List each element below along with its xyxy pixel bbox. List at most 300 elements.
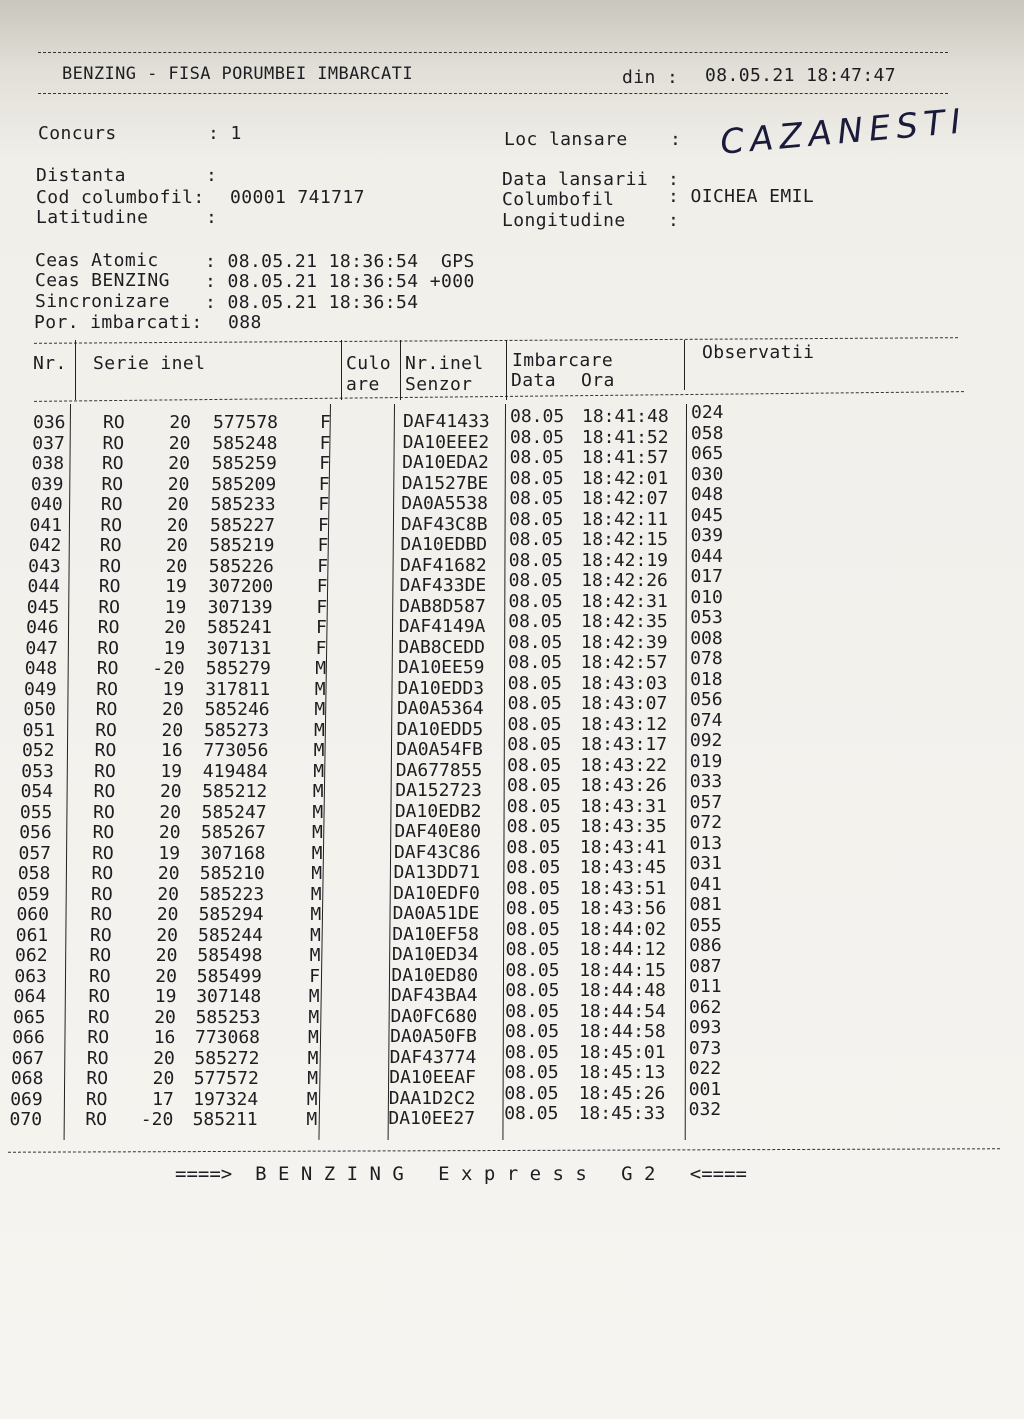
row-sex: M xyxy=(306,1088,318,1110)
col-imbarcare-header: Imbarcare xyxy=(512,350,614,371)
row-sex: M xyxy=(310,924,321,946)
row-sex: M xyxy=(311,863,323,884)
row-sex: M xyxy=(313,740,325,761)
row-date: 08.05 xyxy=(509,467,564,489)
row-year: 19 xyxy=(164,596,187,618)
row-ring: 197324 xyxy=(193,1088,259,1110)
row-nr: 063 xyxy=(14,965,47,987)
row-country: RO xyxy=(91,883,113,905)
row-year: 20 xyxy=(161,719,184,741)
row-time: 18:42:39 xyxy=(580,631,668,653)
row-obs: 010 xyxy=(690,586,723,608)
row-year: 20 xyxy=(162,699,184,720)
row-year: 19 xyxy=(165,576,187,597)
row-ring: 585244 xyxy=(198,924,264,946)
row-sex: F xyxy=(318,473,330,495)
row-year: 20 xyxy=(165,555,188,577)
row-date: 08.05 xyxy=(504,1103,559,1124)
row-ring: 585279 xyxy=(205,658,271,679)
row-time: 18:41:48 xyxy=(582,406,669,427)
row-country: RO xyxy=(95,719,117,741)
row-time: 18:43:17 xyxy=(580,734,668,755)
col-nrinel-header: Nr.inel xyxy=(405,353,484,374)
row-country: RO xyxy=(94,740,117,761)
row-date: 08.05 xyxy=(505,898,561,919)
row-country: RO xyxy=(91,863,114,884)
row-country: RO xyxy=(88,986,111,1007)
row-year: 19 xyxy=(154,986,177,1007)
row-obs: 086 xyxy=(689,935,722,956)
col-observatii-header: Observatii xyxy=(702,342,815,363)
columbofil-label: Columbofil xyxy=(502,189,615,210)
row-obs: 045 xyxy=(690,504,724,526)
loc-lansare-label: Loc lansare xyxy=(504,129,628,150)
row-nr: 069 xyxy=(10,1088,43,1110)
row-nr: 048 xyxy=(24,658,58,679)
row-nr: 054 xyxy=(20,781,54,802)
row-ring: 585294 xyxy=(198,904,264,925)
row-sensor: DA10EDD5 xyxy=(396,718,484,740)
row-nr: 053 xyxy=(21,760,54,782)
row-ring: 585273 xyxy=(204,719,270,741)
row-ring: 317811 xyxy=(205,678,271,700)
row-year: 20 xyxy=(166,514,189,536)
ceas-benzing-label: Ceas BENZING xyxy=(35,270,170,291)
row-obs: 013 xyxy=(689,832,723,854)
row-sex: F xyxy=(320,412,331,433)
sincronizare-label: Sincronizare xyxy=(35,291,170,312)
row-date: 08.05 xyxy=(508,590,563,612)
row-time: 18:44:12 xyxy=(579,939,667,960)
ceas-atomic-value: : 08.05.21 18:36:54 GPS xyxy=(205,251,475,272)
row-obs: 093 xyxy=(688,1017,722,1038)
row-date: 08.05 xyxy=(509,426,565,448)
loc-lansare-sep: : xyxy=(670,129,682,150)
row-time: 18:44:48 xyxy=(579,980,666,1001)
row-sex: M xyxy=(310,904,322,925)
row-time: 18:42:01 xyxy=(581,467,669,489)
row-date: 08.05 xyxy=(505,959,560,981)
row-time: 18:43:22 xyxy=(580,754,667,776)
data-lansarii-label: Data lansarii xyxy=(502,169,649,190)
row-obs: 032 xyxy=(688,1099,722,1120)
row-time: 18:43:56 xyxy=(579,898,667,919)
row-time: 18:43:35 xyxy=(580,816,667,837)
row-country: RO xyxy=(96,678,118,700)
row-sex: M xyxy=(314,678,326,700)
row-nr: 042 xyxy=(28,535,62,556)
document-title: BENZING - FISA PORUMBEI IMBARCATI xyxy=(62,64,413,84)
col-culoare-header: Culo xyxy=(346,353,391,374)
row-nr: 043 xyxy=(28,555,61,577)
row-country: RO xyxy=(100,494,123,515)
row-time: 18:41:57 xyxy=(581,447,669,468)
row-year: -20 xyxy=(140,1109,174,1130)
row-time: 18:43:45 xyxy=(579,857,667,878)
row-sensor: DA10EF58 xyxy=(392,923,479,945)
row-ring: 585499 xyxy=(196,965,262,987)
row-year: 20 xyxy=(156,924,178,946)
row-obs: 072 xyxy=(689,812,723,833)
row-nr: 070 xyxy=(9,1109,43,1130)
row-sex: M xyxy=(315,658,327,679)
col-senzor-header: Senzor xyxy=(405,374,473,395)
row-country: RO xyxy=(96,658,119,679)
row-date: 08.05 xyxy=(506,775,562,796)
row-ring: 419484 xyxy=(202,760,268,782)
row-date: 08.05 xyxy=(508,631,563,653)
row-ring: 307131 xyxy=(206,637,272,659)
row-sex: F xyxy=(318,494,330,515)
row-year: 20 xyxy=(153,1047,175,1069)
row-country: RO xyxy=(88,965,111,987)
row-sex: F xyxy=(318,514,329,536)
row-country: RO xyxy=(92,822,115,843)
row-date: 08.05 xyxy=(509,488,564,509)
row-obs: 048 xyxy=(690,484,724,505)
row-time: 18:43:31 xyxy=(580,795,667,817)
row-sensor: DAF4149A xyxy=(398,616,486,637)
row-year: 20 xyxy=(152,1068,175,1089)
columbofil-value: : OICHEA EMIL xyxy=(668,186,815,207)
row-country: RO xyxy=(101,453,124,474)
row-date: 08.05 xyxy=(508,570,563,591)
row-sensor: DAF433DE xyxy=(399,575,487,596)
col-ora-header: Ora xyxy=(581,370,615,391)
row-sensor: DA1527BE xyxy=(401,472,489,494)
row-obs: 041 xyxy=(689,873,722,895)
row-nr: 050 xyxy=(23,699,56,720)
row-date: 08.05 xyxy=(506,816,561,837)
row-nr: 060 xyxy=(16,904,49,925)
row-year: 20 xyxy=(168,453,190,474)
col-rule xyxy=(684,340,685,390)
loc-lansare-handwritten: CAZANESTI xyxy=(718,101,969,163)
cod-columbofil-value: 00001 741717 xyxy=(230,187,365,208)
row-time: 18:45:26 xyxy=(578,1082,666,1104)
row-sensor: DA10EDBD xyxy=(400,534,488,555)
row-sex: M xyxy=(308,1027,319,1048)
row-nr: 057 xyxy=(18,842,52,864)
row-country: RO xyxy=(89,945,112,966)
row-obs: 011 xyxy=(689,976,722,997)
row-ring: 585259 xyxy=(211,453,277,474)
row-time: 18:42:11 xyxy=(581,508,669,530)
longitudine-sep: : xyxy=(668,210,680,231)
row-year: 20 xyxy=(155,965,177,987)
row-sex: M xyxy=(313,760,325,782)
row-time: 18:42:15 xyxy=(581,529,669,550)
row-sensor: DA10EDB2 xyxy=(394,800,482,822)
row-sex: F xyxy=(317,555,329,577)
row-nr: 044 xyxy=(27,576,60,597)
row-obs: 058 xyxy=(690,422,724,444)
row-date: 08.05 xyxy=(504,1041,559,1063)
row-nr: 065 xyxy=(12,1006,46,1028)
row-nr: 037 xyxy=(32,432,65,454)
row-sex: M xyxy=(312,801,324,823)
row-country: RO xyxy=(90,924,112,946)
ceas-atomic-label: Ceas Atomic xyxy=(35,250,159,271)
row-sex: F xyxy=(319,453,331,474)
row-time: 18:44:15 xyxy=(579,959,666,981)
col-rule xyxy=(400,340,401,400)
col-serie-header: Serie inel xyxy=(93,353,206,374)
row-date: 08.05 xyxy=(506,836,561,858)
row-year: 20 xyxy=(157,883,180,905)
row-sensor: DA0A5538 xyxy=(401,493,488,514)
row-sensor: DAF43BA4 xyxy=(390,985,478,1006)
row-sex: M xyxy=(307,1047,319,1069)
row-sensor: DA10EDA2 xyxy=(402,452,489,473)
row-year: 20 xyxy=(159,781,182,802)
row-date: 08.05 xyxy=(507,754,562,776)
longitudine-label: Longitudine xyxy=(502,210,626,231)
row-ring: 307200 xyxy=(208,576,274,597)
row-date: 08.05 xyxy=(505,1000,560,1022)
row-obs: 024 xyxy=(691,402,724,423)
row-country: RO xyxy=(85,1109,107,1130)
row-country: RO xyxy=(87,1006,110,1028)
row-ring: 585246 xyxy=(204,699,270,720)
porumbei-imbarcati-label: Por. imbarcati: xyxy=(34,312,203,333)
row-obs: 056 xyxy=(690,689,723,710)
distanta-sep: : xyxy=(206,165,218,186)
row-obs: 055 xyxy=(689,914,722,936)
row-year: 19 xyxy=(160,760,183,782)
row-country: RO xyxy=(85,1088,108,1110)
row-date: 08.05 xyxy=(507,713,562,735)
header-bottom-rule xyxy=(34,391,964,402)
row-sex: M xyxy=(314,719,325,741)
row-year: 19 xyxy=(162,678,185,700)
row-sensor: DA0A51DE xyxy=(392,903,480,924)
row-sex: M xyxy=(308,986,320,1007)
row-nr: 040 xyxy=(30,494,63,515)
col-culoare-header-2: are xyxy=(346,374,380,395)
row-ring: 577578 xyxy=(213,412,279,433)
row-sensor: DA10EDF0 xyxy=(393,882,480,904)
row-nr: 055 xyxy=(19,801,53,823)
row-sensor: DAF40E80 xyxy=(394,821,482,842)
row-time: 18:45:01 xyxy=(578,1041,666,1063)
row-obs: 022 xyxy=(688,1058,722,1079)
row-sensor: DA10EEAF xyxy=(389,1067,476,1088)
row-sensor: DA13DD71 xyxy=(393,862,481,883)
row-country: RO xyxy=(93,801,115,823)
row-obs: 078 xyxy=(690,648,723,669)
row-sex: M xyxy=(308,1006,320,1028)
row-year: 20 xyxy=(154,1006,176,1028)
row-sex: F xyxy=(316,576,328,597)
row-date: 08.05 xyxy=(504,1082,559,1104)
row-sex: M xyxy=(312,781,324,802)
row-time: 18:43:03 xyxy=(580,672,668,694)
latitudine-label: Latitudine xyxy=(36,207,149,228)
row-ring: 585223 xyxy=(199,883,265,905)
row-ring: 585226 xyxy=(208,555,274,577)
row-time: 18:45:13 xyxy=(578,1062,666,1083)
row-date: 08.05 xyxy=(506,795,561,817)
row-sensor: DAA1D2C2 xyxy=(388,1087,476,1109)
row-nr: 068 xyxy=(10,1068,44,1089)
row-obs: 053 xyxy=(690,607,723,628)
row-ring: 585227 xyxy=(210,514,276,536)
row-sensor: DA152723 xyxy=(395,780,482,801)
row-nr: 052 xyxy=(21,740,55,761)
row-obs: 081 xyxy=(689,894,722,915)
row-sex: M xyxy=(311,842,323,864)
row-ring: 585211 xyxy=(192,1109,258,1130)
row-ring: 307148 xyxy=(196,986,262,1007)
row-obs: 017 xyxy=(690,566,723,587)
row-nr: 038 xyxy=(31,453,65,474)
row-nr: 067 xyxy=(11,1047,45,1069)
row-obs: 062 xyxy=(688,996,722,1018)
row-date: 08.05 xyxy=(508,529,564,550)
col-nr-header: Nr. xyxy=(33,353,67,374)
row-year: 20 xyxy=(166,535,188,556)
row-time: 18:41:52 xyxy=(581,426,669,448)
row-ring: 585210 xyxy=(199,863,265,884)
row-ring: 585267 xyxy=(201,822,267,843)
row-obs: 018 xyxy=(690,668,723,690)
row-date: 08.05 xyxy=(504,1021,560,1042)
row-year: 20 xyxy=(164,617,186,638)
row-country: RO xyxy=(98,596,120,618)
row-ring: 773068 xyxy=(195,1027,261,1048)
row-ring: 585253 xyxy=(195,1006,261,1028)
row-obs: 092 xyxy=(689,730,723,751)
row-time: 18:44:58 xyxy=(579,1021,666,1042)
row-ring: 585272 xyxy=(194,1047,260,1069)
ceas-benzing-value: : 08.05.21 18:36:54 +000 xyxy=(205,271,475,292)
row-ring: 773056 xyxy=(203,740,269,761)
row-date: 08.05 xyxy=(504,1062,559,1083)
table-bottom-rule xyxy=(8,1148,1000,1152)
row-ring: 307139 xyxy=(207,596,273,618)
row-year: 19 xyxy=(158,842,181,864)
row-year: 16 xyxy=(153,1027,176,1048)
row-sex: F xyxy=(309,965,321,987)
row-year: 16 xyxy=(160,740,183,761)
row-date: 08.05 xyxy=(508,549,563,571)
col-rule xyxy=(506,340,507,400)
row-sensor: DA10ED34 xyxy=(391,944,479,965)
row-date: 08.05 xyxy=(505,980,560,1001)
row-sensor: DA10ED80 xyxy=(391,964,479,986)
row-sex: M xyxy=(310,883,322,905)
row-time: 18:43:12 xyxy=(580,713,668,735)
col-data-header: Data xyxy=(511,370,556,391)
row-ring: 577572 xyxy=(193,1068,259,1089)
row-sex: F xyxy=(316,617,327,638)
row-sensor: DAF41433 xyxy=(403,411,490,432)
row-obs: 073 xyxy=(688,1037,722,1059)
row-year: 20 xyxy=(167,473,190,495)
cod-columbofil-label: Cod columbofil: xyxy=(36,187,205,208)
row-nr: 047 xyxy=(25,637,58,659)
row-time: 18:43:41 xyxy=(579,836,667,858)
row-time: 18:43:26 xyxy=(580,775,667,796)
row-obs: 057 xyxy=(689,791,723,813)
row-country: RO xyxy=(99,535,122,556)
row-date: 08.05 xyxy=(509,447,564,468)
row-nr: 046 xyxy=(26,617,59,638)
row-sensor: DA0A50FB xyxy=(390,1026,477,1047)
printed-at-label: din : xyxy=(622,67,679,88)
row-date: 08.05 xyxy=(510,406,565,427)
row-obs: 087 xyxy=(689,955,722,977)
row-year: -20 xyxy=(152,658,185,679)
concurs-value: : 1 xyxy=(208,123,242,144)
row-nr: 051 xyxy=(22,719,56,741)
row-sex: F xyxy=(319,432,331,454)
row-obs: 039 xyxy=(690,525,724,546)
row-date: 08.05 xyxy=(507,693,562,714)
row-sensor: DA0A5364 xyxy=(396,698,484,719)
row-obs: 030 xyxy=(690,463,724,485)
row-country: RO xyxy=(103,412,125,433)
row-country: RO xyxy=(102,432,125,454)
row-sex: F xyxy=(315,637,327,659)
row-date: 08.05 xyxy=(508,611,563,632)
row-year: 20 xyxy=(169,412,191,433)
row-ring: 585209 xyxy=(211,473,277,495)
row-sensor: DA10EE27 xyxy=(388,1108,476,1129)
row-obs: 008 xyxy=(690,627,723,649)
row-year: 17 xyxy=(152,1088,174,1110)
row-sex: F xyxy=(317,535,329,556)
row-country: RO xyxy=(86,1068,109,1089)
col-rule xyxy=(75,340,76,400)
row-obs: 001 xyxy=(688,1078,722,1100)
row-country: RO xyxy=(100,514,123,536)
row-country: RO xyxy=(92,842,114,864)
row-country: RO xyxy=(94,760,116,782)
row-time: 18:42:35 xyxy=(581,611,668,632)
footer-banner: ====> B E N Z I N G E x p r e s s G 2 <==== xyxy=(175,1163,747,1185)
row-sex: M xyxy=(312,822,323,843)
row-nr: 045 xyxy=(26,596,60,618)
row-obs: 019 xyxy=(689,750,723,772)
row-nr: 049 xyxy=(24,678,57,700)
row-time: 18:42:31 xyxy=(581,590,668,612)
row-sensor: DA0A54FB xyxy=(396,739,483,760)
row-sensor: DAB8CEDD xyxy=(398,636,485,658)
row-sensor: DA10EDD3 xyxy=(397,677,485,699)
col-rule xyxy=(64,404,71,1140)
row-ring: 585248 xyxy=(212,432,278,454)
row-time: 18:42:26 xyxy=(581,570,668,591)
sincronizare-value: : 08.05.21 18:36:54 xyxy=(205,292,419,313)
col-rule xyxy=(341,340,342,400)
row-ring: 307168 xyxy=(200,842,266,864)
row-sensor: DAF43C8B xyxy=(400,513,488,535)
row-nr: 064 xyxy=(13,986,47,1007)
row-country: RO xyxy=(90,904,113,925)
row-year: 20 xyxy=(158,822,181,843)
distanta-label: Distanta xyxy=(36,165,126,186)
row-country: RO xyxy=(86,1047,109,1069)
row-sex: M xyxy=(309,945,321,966)
row-nr: 041 xyxy=(29,514,63,536)
row-nr: 058 xyxy=(17,863,51,884)
row-ring: 585219 xyxy=(209,535,275,556)
row-sex: F xyxy=(316,596,328,618)
row-sensor: DA677855 xyxy=(395,759,483,781)
concurs-label: Concurs xyxy=(38,123,117,144)
